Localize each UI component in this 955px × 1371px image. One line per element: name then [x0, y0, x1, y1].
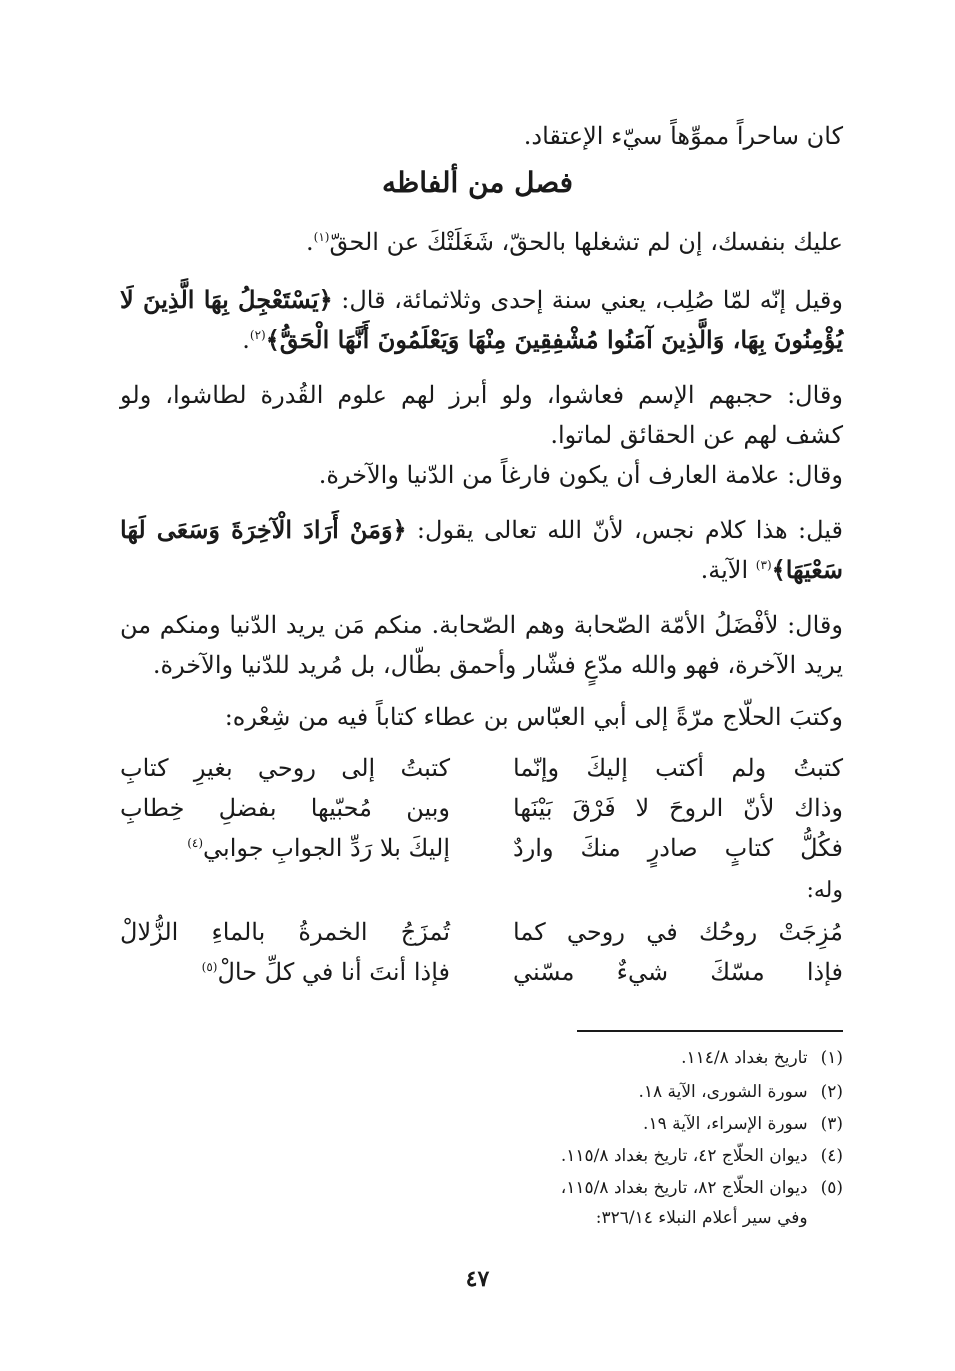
page-number: ٤٧ — [465, 1266, 490, 1292]
paragraph-2-text: وقيل إنّه لمّا صُلِب، يعني سنة إحدى وثلاثمائة، قال: — [332, 286, 843, 314]
verse-second-hemistich — [120, 918, 450, 946]
poem-2-verse-1 — [120, 918, 843, 958]
poem-2-label: وله: — [806, 878, 843, 903]
verse-first-hemistich: فإذا مسّكَ شيءٌ مسّني — [513, 958, 843, 986]
poem-1-verse-2 — [120, 794, 843, 834]
paragraph-7-text: وكتبَ الحلّاج مرّةً إلى أبي العبّاس بن عطاء كتاباً فيه من شِعْره: — [224, 703, 843, 731]
paragraph-5 — [120, 510, 843, 590]
paragraph-6 — [120, 605, 843, 685]
verse-second-hemistich-text: كتبتُ إلى روحي بغيرِ كتابِ — [120, 754, 450, 782]
footnote-5-continuation — [300, 1206, 843, 1230]
footnote-2 — [300, 1080, 843, 1104]
paragraph-3-text: وقال: حجبهم الإسم فعاشوا، ولو أبرز لهم علوم القُدرة لطاشوا، ولو كشف لهم عن الحقائق لماتوا. — [120, 381, 843, 449]
paragraph-1 — [120, 222, 843, 262]
footnote-number: (٢) — [820, 1082, 843, 1102]
intro-text: كان ساحراً مموِّهاً سيّء الإعتقاد. — [523, 122, 843, 150]
footnote-ref-5: (٥) — [201, 960, 218, 974]
footnote-separator — [577, 1030, 843, 1032]
footnote-number: (٤) — [820, 1146, 843, 1166]
footnote-text: تاريخ بغداد ١١٤/٨. — [681, 1048, 808, 1068]
poem-1-verse-3 — [120, 834, 843, 874]
verse-second-hemistich-text: إليكَ بلا رَدِّ الجوابِ جوابي — [203, 834, 450, 862]
paragraph-4 — [120, 455, 843, 495]
paragraph-3 — [120, 375, 843, 455]
footnote-ref-2: (٢) — [249, 328, 266, 342]
section-heading: فصل من ألفاظه — [382, 166, 573, 199]
verse-first-hemistich: وذاك لأنّ الروحَ لا فَرْقَ بَيْنَها — [513, 794, 843, 822]
footnote-1 — [300, 1046, 843, 1070]
verse-second-hemistich — [120, 794, 450, 822]
paragraph-2-end: . — [242, 326, 250, 354]
paragraph-4-text: وقال: علامة العارف أن يكون فارغاً من الدّنيا والآخرة. — [318, 461, 843, 489]
verse-second-hemistich-text: فإذا أنتَ أنا في كلِّ حالْ — [217, 958, 450, 986]
footnote-text: سورة الشورى، الآية ١٨. — [638, 1082, 808, 1102]
footnote-number: (١) — [820, 1048, 843, 1068]
paragraph-5-end: الآية. — [700, 556, 756, 584]
footnote-number: (٣) — [820, 1114, 843, 1134]
verse-first-hemistich: فكُلُّ كتابٍ صادرٍ منكَ واردٌ — [513, 834, 843, 862]
footnote-text: ديوان الحلّاج ٨٢، تاريخ بغداد ١١٥/٨، — [560, 1178, 808, 1198]
footnote-number: (٥) — [820, 1178, 843, 1198]
verse-second-hemistich — [120, 958, 450, 986]
poem-1-verse-1 — [120, 754, 843, 794]
paragraph-1-text: عليك بنفسك، إن لم تشغلها بالحقّ، شَغَلَتْكَ عن الحقّ — [329, 228, 843, 256]
verse-second-hemistich — [120, 754, 450, 782]
footnote-ref-4: (٤) — [187, 836, 204, 850]
poem-2-verse-2 — [120, 958, 843, 998]
intro-line — [120, 116, 843, 156]
footnote-4 — [300, 1144, 843, 1168]
footnote-5 — [300, 1176, 843, 1200]
paragraph-7 — [120, 697, 843, 737]
verse-second-hemistich — [120, 834, 450, 862]
verse-first-hemistich: مُزِجَتْ روحُك في روحي كما — [513, 918, 843, 946]
verse-first-hemistich: كتبتُ ولم أكتب إليكَ وإنّما — [513, 754, 843, 782]
paragraph-2 — [120, 280, 843, 360]
quran-quote-2: ﴿وَمَنْ أَرَادَ الْآخِرَةَ وَسَعَى لَهَا سَعْيَهَا﴾ — [120, 515, 843, 584]
paragraph-5-text: قيل: هذا كلام نجس، لأنّ الله تعالى يقول: — [406, 516, 843, 544]
verse-second-hemistich-text: تُمزَجُ الخمرةُ بالماءِ الزُّلالْ — [120, 918, 450, 946]
footnote-ref-3: (٣) — [755, 558, 772, 572]
footnote-text: ديوان الحلّاج ٤٢، تاريخ بغداد ١١٥/٨. — [560, 1146, 808, 1166]
quran-quote-1: ﴿يَسْتَعْجِلُ بِهَا الَّذِينَ لَا يُؤْمِنُونَ بِهَا، وَالَّذِينَ آمَنُوا مُشْفِقِينَ مِنْهَا وَيَعْلَمُونَ أَنَّهَا الْحَقُّ﴾ — [120, 285, 843, 354]
footnote-text: وفي سير أعلام النبلاء ٣٢٦/١٤: — [595, 1208, 808, 1228]
verse-second-hemistich-text: وبين مُحبّيها بفضلِ خِطابِ — [120, 794, 450, 822]
footnote-text: سورة الإسراء، الآية ١٩. — [643, 1114, 808, 1134]
footnote-ref-1: (١) — [313, 230, 330, 244]
paragraph-1-end: . — [306, 228, 314, 256]
footnote-3 — [300, 1112, 843, 1136]
paragraph-6-text: وقال: لأفْضَلُ الأمّة الصّحابة وهم الصّحابة. منكم مَن يريد الدّنيا ومنكم من يريد الآخرة، فهو والله مدّعٍ فشّار وأحمق بطّال، بل مُريد للدّنيا والآخرة. — [120, 611, 843, 679]
